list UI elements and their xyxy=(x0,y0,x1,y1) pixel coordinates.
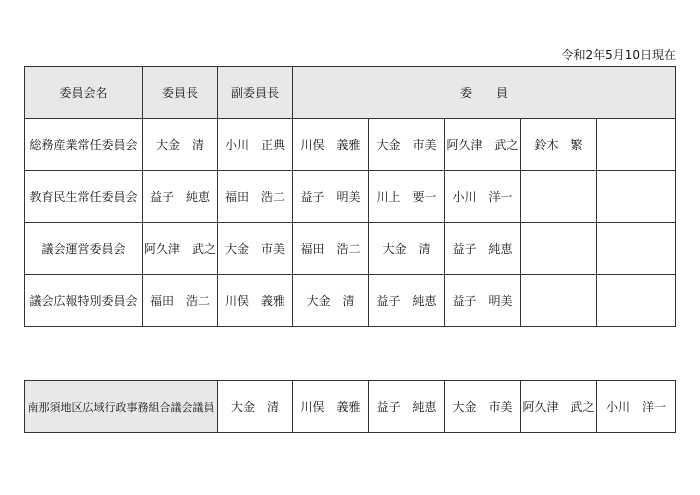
union-name: 南那須地区広域行政事務組合議会議員 xyxy=(25,381,218,433)
chair-name: 福田 浩二 xyxy=(143,275,218,327)
committee-name: 教育民生常任委員会 xyxy=(25,171,143,223)
header-row xyxy=(25,67,676,119)
member-name xyxy=(597,119,676,171)
header-members: 委 員 xyxy=(293,67,676,119)
vice-chair-name: 小川 正典 xyxy=(218,119,293,171)
committee-table xyxy=(24,66,676,327)
member-name: 阿久津 武之 xyxy=(445,119,521,171)
committee-row xyxy=(25,119,676,171)
member-name: 川上 要一 xyxy=(369,171,445,223)
union-table xyxy=(24,380,676,433)
member-name: 大金 市美 xyxy=(369,119,445,171)
committee-row xyxy=(25,171,676,223)
union-member: 川俣 義雅 xyxy=(293,381,369,433)
chair-name: 大金 清 xyxy=(143,119,218,171)
member-name: 川俣 義雅 xyxy=(293,119,369,171)
committee-name: 総務産業常任委員会 xyxy=(25,119,143,171)
committee-name: 議会広報特別委員会 xyxy=(25,275,143,327)
vice-chair-name: 川俣 義雅 xyxy=(218,275,293,327)
member-name xyxy=(521,171,597,223)
vice-chair-name: 大金 市美 xyxy=(218,223,293,275)
member-name: 益子 明美 xyxy=(293,171,369,223)
union-row xyxy=(25,381,676,433)
member-name: 益子 純恵 xyxy=(445,223,521,275)
member-name: 大金 清 xyxy=(369,223,445,275)
member-name: 小川 洋一 xyxy=(445,171,521,223)
member-name xyxy=(521,223,597,275)
union-member: 大金 市美 xyxy=(445,381,521,433)
committee-row xyxy=(25,275,676,327)
member-name: 益子 純恵 xyxy=(369,275,445,327)
union-member: 大金 清 xyxy=(218,381,293,433)
vice-chair-name: 福田 浩二 xyxy=(218,171,293,223)
member-name xyxy=(597,223,676,275)
member-name xyxy=(597,275,676,327)
member-name: 益子 明美 xyxy=(445,275,521,327)
header-chair: 委員長 xyxy=(143,67,218,119)
member-name: 鈴木 繁 xyxy=(521,119,597,171)
union-member: 阿久津 武之 xyxy=(521,381,597,433)
member-name: 大金 清 xyxy=(293,275,369,327)
chair-name: 益子 純恵 xyxy=(143,171,218,223)
header-committee-name: 委員会名 xyxy=(25,67,143,119)
committee-row xyxy=(25,223,676,275)
chair-name: 阿久津 武之 xyxy=(143,223,218,275)
member-name xyxy=(597,171,676,223)
header-vice-chair: 副委員長 xyxy=(218,67,293,119)
union-member: 小川 洋一 xyxy=(597,381,676,433)
union-member: 益子 純恵 xyxy=(369,381,445,433)
committee-name: 議会運営委員会 xyxy=(25,223,143,275)
member-name xyxy=(521,275,597,327)
as-of-date: 令和2年5月10日現在 xyxy=(561,48,676,62)
member-name: 福田 浩二 xyxy=(293,223,369,275)
